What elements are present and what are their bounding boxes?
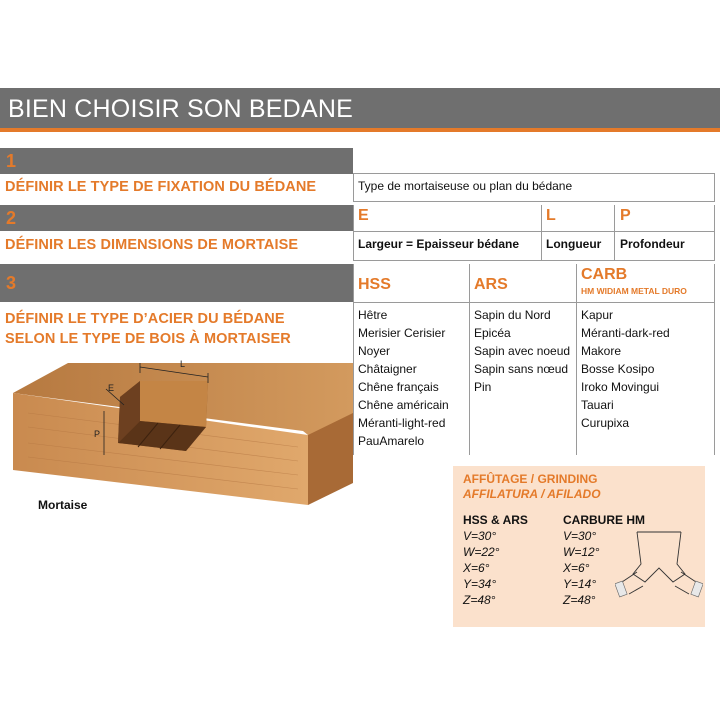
list-item: Curupixa xyxy=(581,416,630,430)
step-2-number: 2 xyxy=(6,208,17,228)
list-item: Sapin sans nœud xyxy=(474,362,569,376)
dim-header-l: L xyxy=(546,207,556,224)
step-1-vline-left xyxy=(353,173,354,201)
dim-label-length: Longueur xyxy=(546,237,602,251)
step-1-divider-top xyxy=(353,173,715,174)
sharpening-panel xyxy=(453,466,705,627)
list-item: Noyer xyxy=(358,344,391,358)
page-title: BIEN CHOISIR SON BEDANE xyxy=(8,95,353,123)
list-item: Makore xyxy=(581,344,622,358)
angle-value: W=22° xyxy=(463,545,500,559)
angle-value: V=30° xyxy=(463,529,497,543)
list-item: Chêne américain xyxy=(358,398,449,412)
list-item: Epicéa xyxy=(474,326,511,340)
list-item: Méranti-light-red xyxy=(358,416,446,430)
steel-header-hss: HSS xyxy=(358,276,391,293)
step-3-title-line2: SELON LE TYPE DE BOIS À MORTAISER xyxy=(5,331,291,347)
sharpening-title-line2: AFFILATURA / AFILADO xyxy=(463,487,601,501)
step-3-title-line1: DÉFINIR LE TYPE D’ACIER DU BÉDANE xyxy=(5,311,285,327)
list-item: Kapur xyxy=(581,308,614,322)
steel-header-ars: ARS xyxy=(474,276,508,293)
steel-header-carb-sub: HM WIDIAM METAL DURO xyxy=(581,286,687,296)
dim-label-width: Largeur = Epaisseur bédane xyxy=(358,237,520,251)
sharpening-col2-header: CARBURE HM xyxy=(563,513,645,527)
angle-value: Y=14° xyxy=(563,577,597,591)
steel-vline-3 xyxy=(714,264,715,455)
dim-label-e: E xyxy=(108,383,115,393)
dim-divider-bottom xyxy=(353,260,715,261)
dim-divider-mid xyxy=(353,231,715,232)
steel-header-carb: CARB xyxy=(581,266,628,283)
step-1-number-bar xyxy=(0,148,353,174)
list-item: Hêtre xyxy=(358,308,388,322)
step-1-vline-right xyxy=(714,173,715,201)
dim-vline-1 xyxy=(541,205,542,261)
steel-vline-0 xyxy=(353,264,354,455)
angle-value: V=30° xyxy=(563,529,597,543)
sharpening-col1-angles xyxy=(463,528,499,608)
dim-header-p: P xyxy=(620,207,631,224)
list-item: Bosse Kosipo xyxy=(581,362,655,376)
wood-list-carb xyxy=(581,306,670,432)
steel-vline-1 xyxy=(469,264,470,455)
angle-value: X=6° xyxy=(563,561,590,575)
dim-vline-0 xyxy=(353,205,354,261)
step-1-number: 1 xyxy=(6,151,17,171)
angle-value: W=12° xyxy=(563,545,600,559)
illustration-caption: Mortaise xyxy=(38,498,88,512)
angle-value: Z=48° xyxy=(563,593,596,607)
mortise-illustration xyxy=(8,355,353,505)
step-2-title: DÉFINIR LES DIMENSIONS DE MORTAISE xyxy=(5,237,299,253)
angle-value: Z=48° xyxy=(463,593,496,607)
wood-list-hss xyxy=(358,306,449,450)
step-1-divider-bottom xyxy=(353,201,715,202)
title-bar xyxy=(0,88,720,132)
list-item: Châtaigner xyxy=(358,362,417,376)
list-item: Chêne français xyxy=(358,380,439,394)
list-item: Sapin avec noeud xyxy=(474,344,571,358)
step-3-number: 3 xyxy=(6,273,17,293)
sharpening-title-line1: AFFÛTAGE / GRINDING xyxy=(463,472,598,486)
chisel-profile-diagram xyxy=(615,524,703,604)
dim-label-l: L xyxy=(180,359,186,369)
step-3-number-bar xyxy=(0,264,353,302)
steel-vline-2 xyxy=(576,264,577,455)
step-1-title: DÉFINIR LE TYPE DE FIXATION DU BÉDANE xyxy=(5,179,317,195)
angle-value: X=6° xyxy=(463,561,490,575)
list-item: Tauari xyxy=(581,398,614,412)
list-item: Sapin du Nord xyxy=(474,308,551,322)
fixation-text: Type de mortaiseuse ou plan du bédane xyxy=(358,179,573,193)
sharpening-col2-angles xyxy=(563,528,599,608)
list-item: Iroko Movingui xyxy=(581,380,660,394)
dim-label-depth: Profondeur xyxy=(620,237,685,251)
list-item: PauAmarelo xyxy=(358,434,425,448)
wood-list-ars xyxy=(474,306,570,396)
steel-divider xyxy=(353,302,715,303)
list-item: Pin xyxy=(474,380,492,394)
list-item: Méranti-dark-red xyxy=(581,326,670,340)
sharpening-col1-header: HSS & ARS xyxy=(463,513,528,527)
step-2-number-bar xyxy=(0,205,353,231)
dim-vline-3 xyxy=(714,205,715,261)
dim-label-p: P xyxy=(94,429,101,439)
dim-vline-2 xyxy=(614,205,615,261)
angle-value: Y=34° xyxy=(463,577,497,591)
list-item: Merisier Cerisier xyxy=(358,326,446,340)
dim-header-e: E xyxy=(358,207,369,224)
